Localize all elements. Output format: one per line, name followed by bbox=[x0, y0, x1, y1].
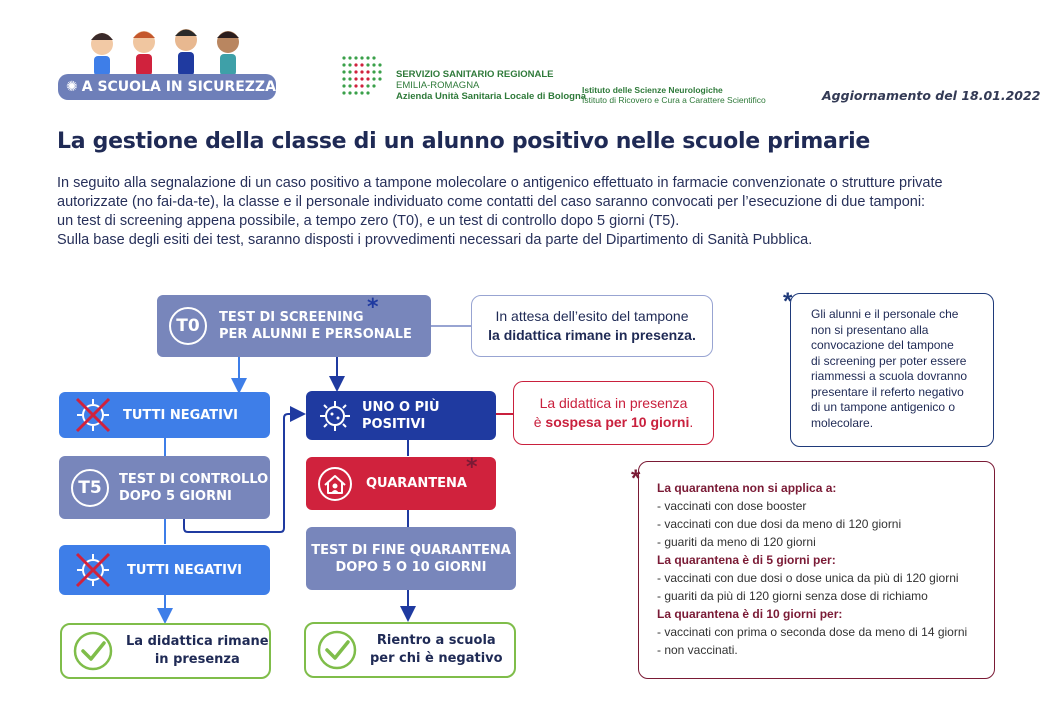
ssr-line2: EMILIA-ROMAGNA bbox=[396, 80, 480, 91]
susp-line1: La didattica in presenza bbox=[539, 395, 688, 411]
quar-line: - vaccinati con due dosi da meno di 120 giorni bbox=[657, 517, 902, 531]
checkmark-icon bbox=[316, 629, 358, 671]
page-title: La gestione della classe di un alunno positivo nelle scuole primarie bbox=[57, 129, 871, 154]
green2-line2: per chi è negativo bbox=[370, 651, 503, 666]
susp-bold: sospesa per 10 giorni bbox=[545, 414, 690, 430]
t5-line2: DOPO 5 GIORNI bbox=[119, 488, 232, 504]
home-quarantine-icon bbox=[316, 465, 354, 503]
note-line: riammessi a scuola dovranno bbox=[811, 369, 968, 383]
positive-box bbox=[306, 391, 496, 440]
quar-line: - non vaccinati. bbox=[657, 643, 738, 657]
asterisk-icon: * bbox=[466, 455, 478, 480]
in-person-result-box bbox=[60, 623, 271, 679]
quar-heading-1: La quarantena non si applica a: bbox=[657, 481, 837, 495]
green1-line1: La didattica rimane bbox=[126, 634, 269, 649]
virus-icon bbox=[318, 399, 352, 433]
wait-info bbox=[471, 295, 713, 357]
all-negative-box-2 bbox=[59, 545, 270, 595]
note-line: di screening per poter essere bbox=[811, 353, 967, 368]
susp-post: . bbox=[689, 414, 694, 430]
wait-line2: la didattica rimane in presenza. bbox=[488, 327, 696, 343]
intro-line: Sulla base degli esiti dei test, saranno disposti i provvedimenti necessari da parte del Dipartimento di Sanità Pubblica. bbox=[57, 232, 813, 248]
isn-line1: Istituto delle Scienze Neurologiche bbox=[582, 85, 723, 95]
t0-line2: PER ALUNNI E PERSONALE bbox=[219, 327, 412, 342]
quar-line: - vaccinati con due dosi o dose unica da più di 120 giorni bbox=[657, 571, 959, 585]
wait-line1: In attesa dell’esito del tampone bbox=[495, 308, 689, 324]
pos-line2: POSITIVI bbox=[362, 416, 426, 432]
endq-line1: TEST DI FINE QUARANTENA bbox=[311, 542, 511, 558]
t0-line1: TEST DI SCREENING bbox=[219, 310, 364, 325]
asterisk-icon: * bbox=[367, 295, 379, 320]
note-line: presentare il referto negativo bbox=[811, 384, 964, 399]
quar-line: - guariti da meno di 120 giorni bbox=[657, 535, 816, 549]
t5-control-box bbox=[59, 456, 270, 519]
t0-badge: T0 bbox=[169, 307, 207, 345]
virus-icon: ✺ bbox=[66, 79, 78, 95]
quarantine-label: QUARANTENA bbox=[366, 476, 467, 491]
return-to-school-box bbox=[304, 622, 516, 678]
quarantine-box bbox=[306, 457, 496, 510]
pos-line1: UNO O PIÙ bbox=[362, 399, 440, 415]
ssr-line1: SERVIZIO SANITARIO REGIONALE bbox=[396, 69, 554, 80]
quar-line: - vaccinati con dose booster bbox=[657, 499, 807, 513]
green1-line2: in presenza bbox=[154, 652, 240, 667]
intro-line: autorizzate (no fai-da-te), la classe e il personale individuato come contatti del caso saranno convocati per l’esecuzione di due tamponi: bbox=[57, 194, 926, 210]
note-line: di un tampone antigenico o bbox=[811, 400, 956, 414]
crossed-virus-icon bbox=[73, 550, 113, 590]
note-line: molecolare. bbox=[811, 415, 874, 430]
quar-line: - guariti da più di 120 giorni senza dose di richiamo bbox=[657, 589, 928, 603]
update-date: Aggiornamento del 18.01.2022 bbox=[822, 88, 1041, 103]
all-negative-box-1 bbox=[59, 392, 270, 438]
quarantine-rules-note bbox=[631, 461, 995, 679]
quar-heading-3: La quarantena è di 10 giorni per: bbox=[657, 607, 843, 621]
intro-line: un test di screening appena possibile, a tempo zero (T0), e un test di controllo dopo 5 giorni (T5). bbox=[57, 213, 680, 229]
screening-note bbox=[783, 288, 994, 447]
isn-line2: Istituto di Ricovero e Cura a Carattere Scientifico bbox=[582, 95, 766, 105]
end-quarantine-test-box bbox=[306, 527, 516, 590]
t5-badge: T5 bbox=[71, 469, 109, 507]
note-line: convocazione del tampone bbox=[811, 338, 954, 352]
asterisk-icon: * bbox=[783, 288, 793, 315]
susp-pre: è bbox=[533, 414, 546, 430]
note-line: non si presentano alla bbox=[811, 322, 929, 337]
green2-line1: Rientro a scuola bbox=[376, 633, 496, 648]
endq-line2: DOPO 5 O 10 GIORNI bbox=[335, 559, 487, 575]
neg2-label: TUTTI NEGATIVI bbox=[127, 562, 242, 578]
t5-line1: TEST DI CONTROLLO bbox=[119, 471, 269, 487]
checkmark-icon bbox=[72, 630, 114, 672]
badge-label: A SCUOLA IN SICUREZZA bbox=[81, 79, 276, 95]
t0-screening-box bbox=[157, 295, 431, 357]
neg1-label: TUTTI NEGATIVI bbox=[123, 407, 238, 423]
quar-line: - vaccinati con prima o seconda dose da meno di 14 giorni bbox=[657, 625, 968, 639]
asterisk-icon: * bbox=[631, 465, 641, 492]
suspended-info bbox=[513, 381, 714, 445]
quar-heading-2: La quarantena è di 5 giorni per: bbox=[657, 553, 836, 567]
susp-line2 bbox=[514, 413, 713, 432]
intro-line: In seguito alla segnalazione di un caso positivo a tampone molecolare o antigenico effettuato in farmacie convenzionate o strutture private bbox=[57, 175, 943, 191]
ssr-line3: Azienda Unità Sanitaria Locale di Bologna bbox=[396, 91, 587, 102]
crossed-virus-icon bbox=[73, 395, 113, 435]
note-line: Gli alunni e il personale che bbox=[811, 307, 959, 321]
